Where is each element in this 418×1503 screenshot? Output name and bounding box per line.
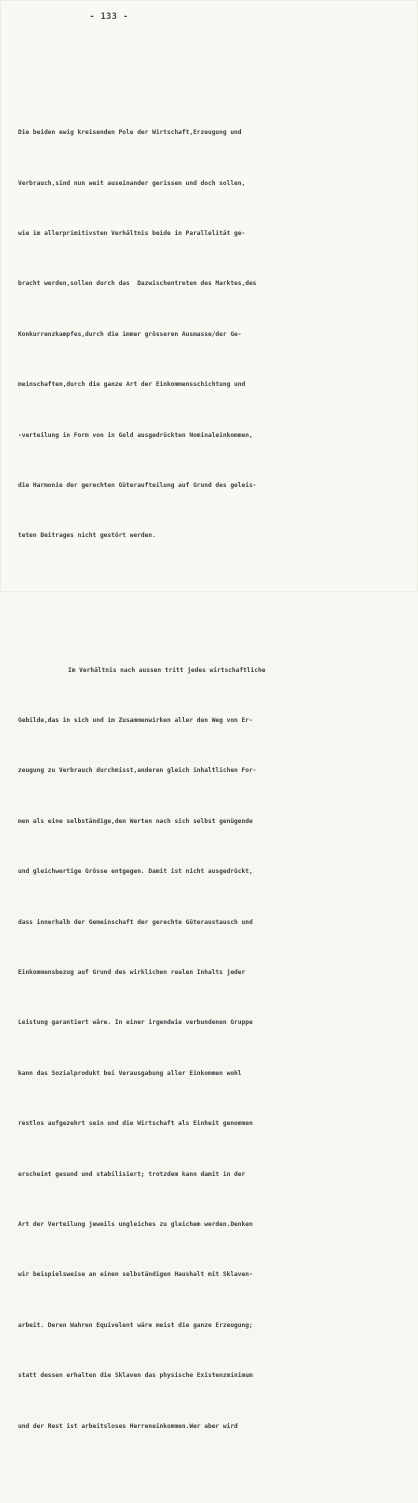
paragraph-line: Konkurrenzkampfes,durch die immer grösseren Ausmasse/der Ge- <box>18 330 242 338</box>
paragraph-line: teten Beitrages nicht gestört werden. <box>18 532 156 540</box>
paragraph-line: kann das Sozialprodukt bei Verausgabung aller Einkommen wohl <box>18 1069 242 1077</box>
paragraph-line: statt dessen erhalten die Sklaven das physische Existenzminimum <box>18 1372 253 1380</box>
paragraph-line: Verbrauch,sind nun weit auseinander gerissen und doch sollen, <box>18 179 246 187</box>
paragraph-line: und gleichwertige Grösse entgegen. Damit ist nicht ausgedrückt, <box>18 868 253 876</box>
paragraph-1 <box>18 92 410 579</box>
paragraph-line: bracht werden,sollen durch das Dazwischentreten des Marktes,des <box>18 280 257 288</box>
paragraph-line: Leistung garantiert wäre. In einer irgendwie verbundenen Gruppe <box>18 1019 253 1027</box>
paragraph-line: zeugung zu Verbrauch durchmisst,anderen gleich inhaltlichen For- <box>18 767 257 775</box>
paragraph-line: die Harmonie der gerechten Güteraufteilung auf Grund des geleis- <box>18 481 257 489</box>
paragraph-line: men als eine selbständige,den Werten nach sich selbst genügende <box>18 817 253 825</box>
paragraph-line: Einkommensbezug auf Grund des wirklichen realen Inhalts jeder <box>18 969 246 977</box>
paragraph-line: Die beiden ewig kreisenden Pole der Wirtschaft,Erzeugung und <box>18 129 242 137</box>
page-number: - 133 - <box>89 12 129 22</box>
paragraph-line: wie im allerprimitivsten Verhältnis beide in Parallelität ge- <box>18 229 246 237</box>
paragraph-line: und der Rest ist arbeitsloses Herreneinkommen.Wer aber wird <box>18 1422 238 1430</box>
paragraph-line: dass innerhalb der Gemeinschaft der gerechte Güteraustausch und <box>18 918 253 926</box>
paragraph-line: Gebilde,das in sich und im Zusammenwirken aller den Weg von Er- <box>18 717 253 725</box>
paragraph-first-line: Im Verhältnis nach aussen tritt jedes wirtschaftliche <box>68 666 266 674</box>
paragraph-line: Art der Verteilung jeweils ungleiches zu gleichem werden.Denken <box>18 1220 253 1228</box>
paragraph-line: -verteilung in Form von in Geld ausgedrückten Nominaleinkommen, <box>18 431 253 439</box>
paragraph-line: meinschaften,durch die ganze Art der Einkommensschichtung und <box>18 381 246 389</box>
paragraph-line: arbeit. Deren Wahren Equivelent wäre meist die ganze Erzeugung; <box>18 1321 253 1329</box>
paragraph-line: wir beispielsweise an einen selbständigen Haushalt mit Sklaven- <box>18 1271 253 1279</box>
page-body <box>18 58 410 1503</box>
paragraph-2 <box>18 629 410 1469</box>
paragraph-line: erscheint gesund und stabilisiert; trotzdem kann damit in der <box>18 1170 246 1178</box>
paragraph-line: restlos aufgezehrt sein und die Wirtschaft als Einheit genommen <box>18 1120 253 1128</box>
